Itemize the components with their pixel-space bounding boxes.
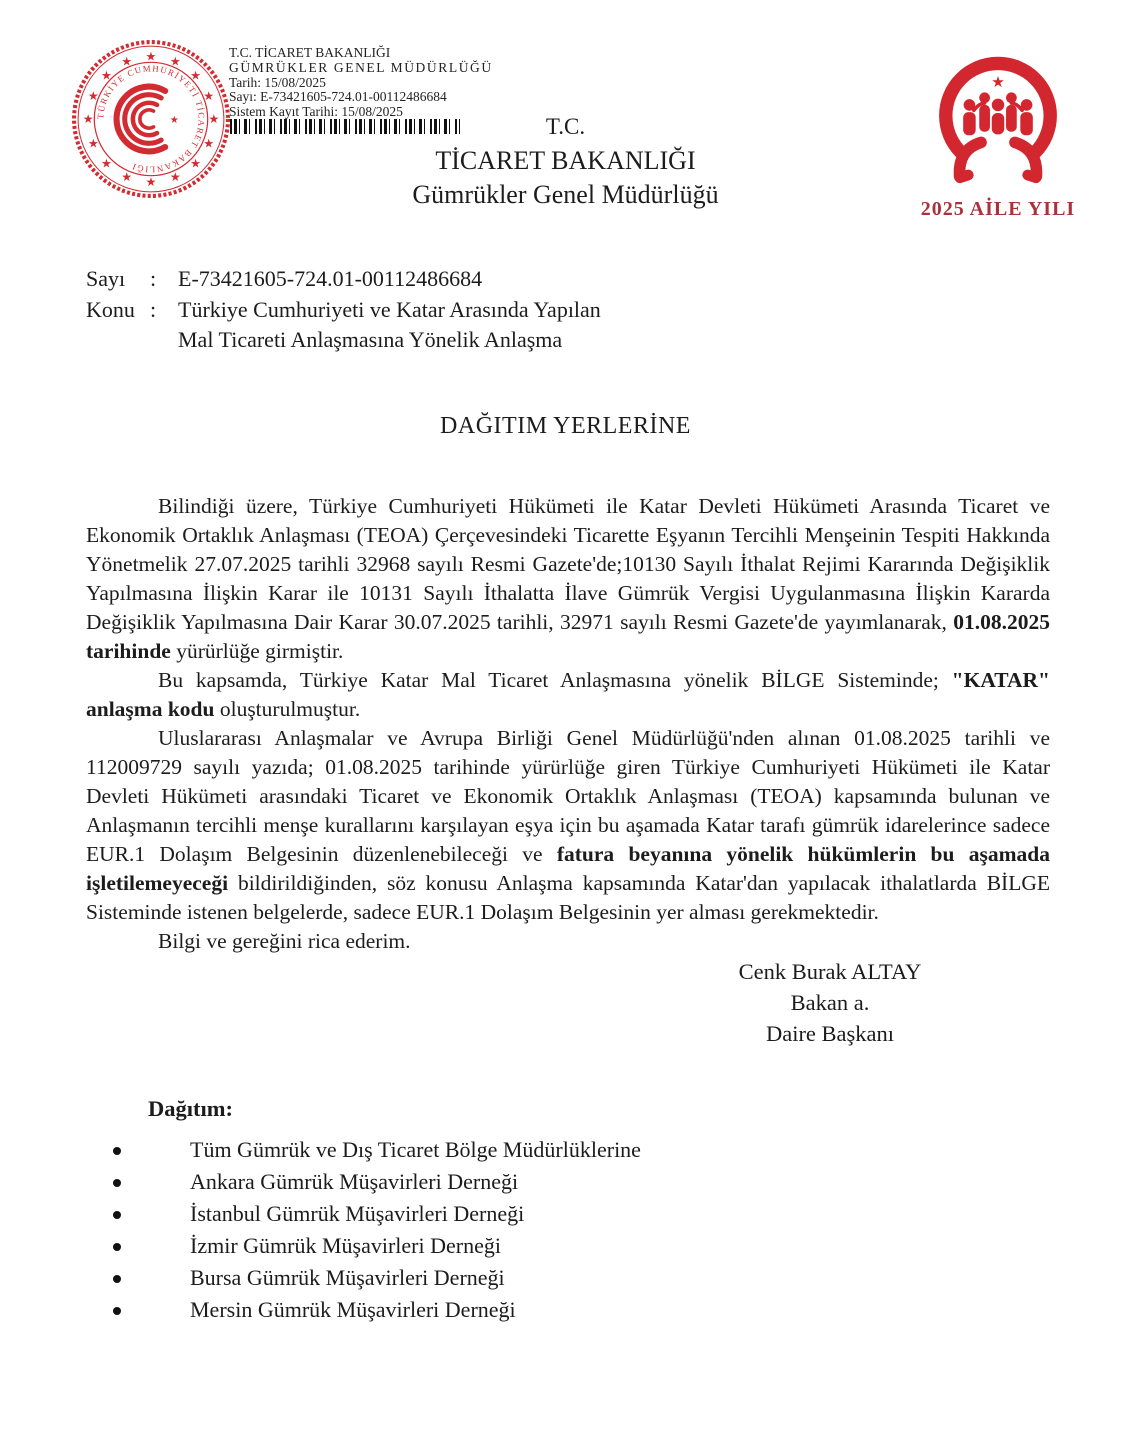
konu-value-line2: Mal Ticareti Anlaşmasına Yönelik Anlaşma (178, 327, 563, 352)
meta-sayi-row (86, 264, 601, 295)
signer-title-2: Daire Başkanı (765, 1021, 895, 1046)
body-paragraph-3 (86, 724, 1050, 927)
svg-text:★: ★ (121, 54, 133, 69)
body-paragraph-1 (86, 492, 1050, 666)
bullet-icon (113, 1211, 121, 1219)
svg-text:★: ★ (190, 156, 201, 171)
stamp-ministry-line: T.C. TİCARET BAKANLIĞI (229, 45, 391, 60)
distribution-label: Dağıtım: (148, 1096, 233, 1121)
letter-body (86, 492, 1050, 956)
svg-text:★: ★ (145, 174, 157, 189)
svg-text:★: ★ (101, 156, 112, 171)
bullet-icon (113, 1307, 121, 1315)
svg-text:★: ★ (203, 136, 215, 151)
signer-name: Cenk Burak ALTAY (738, 959, 922, 984)
svg-text:★: ★ (121, 169, 133, 184)
konu-value-line1: Türkiye Cumhuriyeti ve Katar Arasında Yapılan (178, 296, 601, 322)
svg-text:★: ★ (208, 112, 220, 127)
stamp-number: Sayı: E-73421605-724.01-00112486684 (229, 89, 447, 105)
closing-line: Bilgi ve gereğini rica ederim. (158, 929, 411, 953)
p3-text: Uluslararası Anlaşmalar ve Avrupa Birliği Genel Müdürlüğü'nden alınan 01.08.2025 tarihli ve 112009729 sayılı yazıda; 01.08.2025 tarihinde yürürlüğe giren Türkiye Cumhuriyeti Hükümeti ile Katar Devleti Hükümeti arasındaki Ticaret ve Ekonomik Ortaklık Anlaşması (TEOA) kapsamında bulunan ve Anlaşmanın tercihli menşe kurallarını karşılayan eşya için bu aşamada Katar tarafı gümrük idarelerince sadece EUR.1 Dolaşım Belgesinin düzenlenebileceği ve (86, 726, 1050, 866)
list-item (113, 1294, 641, 1326)
sayi-label: Sayı (86, 266, 126, 291)
distribution-item-text: İstanbul Gümrük Müşavirleri Derneği (190, 1201, 525, 1226)
p1-text-end: yürürlüğe girmiştir. (170, 639, 344, 663)
list-item (113, 1134, 641, 1166)
stamp-date: Tarih: 15/08/2025 (229, 74, 326, 90)
bullet-icon (113, 1147, 121, 1155)
distribution-item-text: Tüm Gümrük ve Dış Ticaret Bölge Müdürlüklerine (190, 1137, 641, 1162)
svg-text:★: ★ (101, 68, 112, 83)
konu-label: Konu (86, 296, 135, 322)
svg-text:★: ★ (87, 88, 99, 103)
konu-colon: : (150, 296, 157, 322)
document-meta (86, 264, 601, 356)
stamp-system-date: Sistem Kayıt Tarihi: 15/08/2025 (229, 104, 403, 120)
bullet-icon (113, 1179, 121, 1187)
list-item (113, 1262, 641, 1294)
distribution-item-text: Mersin Gümrük Müşavirleri Derneği (190, 1297, 516, 1322)
distribution-list (113, 1134, 641, 1326)
distribution-item-text: Ankara Gümrük Müşavirleri Derneği (190, 1169, 519, 1194)
letterhead-ministry: TİCARET BAKANLIĞI (435, 146, 696, 175)
sayi-value: E-73421605-724.01-00112486684 (178, 266, 483, 291)
p2-bold-text: "KATAR" anlaşma kodu (86, 668, 1050, 721)
body-paragraph-2 (86, 666, 1050, 724)
svg-text:★: ★ (203, 88, 215, 103)
emblem-circular-text: TÜRKİYE CUMHURİYETİ TİCARET BAKANLIĞI (95, 63, 207, 175)
p1-bold-text: 01.08.2025 tarihinde (86, 610, 1050, 663)
bullet-icon (113, 1243, 121, 1251)
svg-text:★: ★ (991, 73, 1005, 92)
sayi-colon: : (150, 266, 157, 291)
p3-bold-text: fatura beyanına yönelik hükümlerin bu aşamada işletilemeyeceği (86, 842, 1050, 895)
letterhead-tc: T.C. (545, 114, 586, 139)
recipient-heading: DAĞITIM YERLERİNE (440, 413, 691, 439)
registration-stamp (229, 46, 493, 120)
family-year-2025-logo (903, 46, 1093, 221)
list-item (113, 1230, 641, 1262)
svg-text:★: ★ (87, 136, 99, 151)
list-item (113, 1198, 641, 1230)
family-year-caption: 2025 AİLE YILI (920, 198, 1076, 220)
list-item (113, 1166, 641, 1198)
stamp-directorate-line: GÜMRÜKLER GENEL MÜDÜRLÜĞÜ (229, 59, 493, 75)
svg-text:★: ★ (169, 115, 179, 127)
signature-block (655, 956, 1005, 1049)
p2-text-end: oluşturulmuştur. (214, 697, 361, 721)
family-year-emblem-icon (922, 46, 1074, 196)
distribution-item-text: Bursa Gümrük Müşavirleri Derneği (190, 1265, 505, 1290)
svg-text:★: ★ (169, 54, 181, 69)
meta-konu-row (86, 295, 601, 326)
letterhead-directorate: Gümrükler Genel Müdürlüğü (412, 180, 719, 209)
p1-text: Bilindiği üzere, Türkiye Cumhuriyeti Hükümeti ile Katar Devleti Hükümeti Arasında Ticaret ve Ekonomik Ortaklık Anlaşması (TEOA) Çerçevesindeki Ticarette Eşyanın Tercihli Menşeinin Tespiti Hakkında Yönetmelik 27.07.2025 tarihli 32968 sayılı Resmi Gazete'de;10130 Sayılı İthalat Rejimi Kararında Değişiklik Yapılmasına İlişkin Karar ile 10131 Sayılı İthalatta İlave Gümrük Vergisi Uygulanmasına İlişkin Kararda Değişiklik Yapılmasına Dair Karar 30.07.2025 tarihli, 32971 sayılı Resmi Gazete'de yayımlanarak, (86, 494, 1050, 634)
bullet-icon (113, 1275, 121, 1283)
svg-text:★: ★ (169, 169, 181, 184)
signer-title-1: Bakan a. (790, 990, 870, 1015)
p3-text-end: bildirildiğinden, söz konusu Anlaşma kapsamında Katar'dan yapılacak ithalatlarda BİLGE Sisteminde istenen belgelerde, sadece EUR.1 Dolaşım Belgesinin yer alması gerekmektedir. (86, 871, 1050, 924)
svg-text:★: ★ (145, 49, 157, 64)
svg-text:★: ★ (190, 68, 201, 83)
distribution-item-text: İzmir Gümrük Müşavirleri Derneği (190, 1233, 501, 1258)
svg-text:★: ★ (82, 112, 94, 127)
p2-text: Bu kapsamda, Türkiye Katar Mal Ticaret Anlaşmasına yönelik BİLGE Sisteminde; (158, 668, 952, 692)
